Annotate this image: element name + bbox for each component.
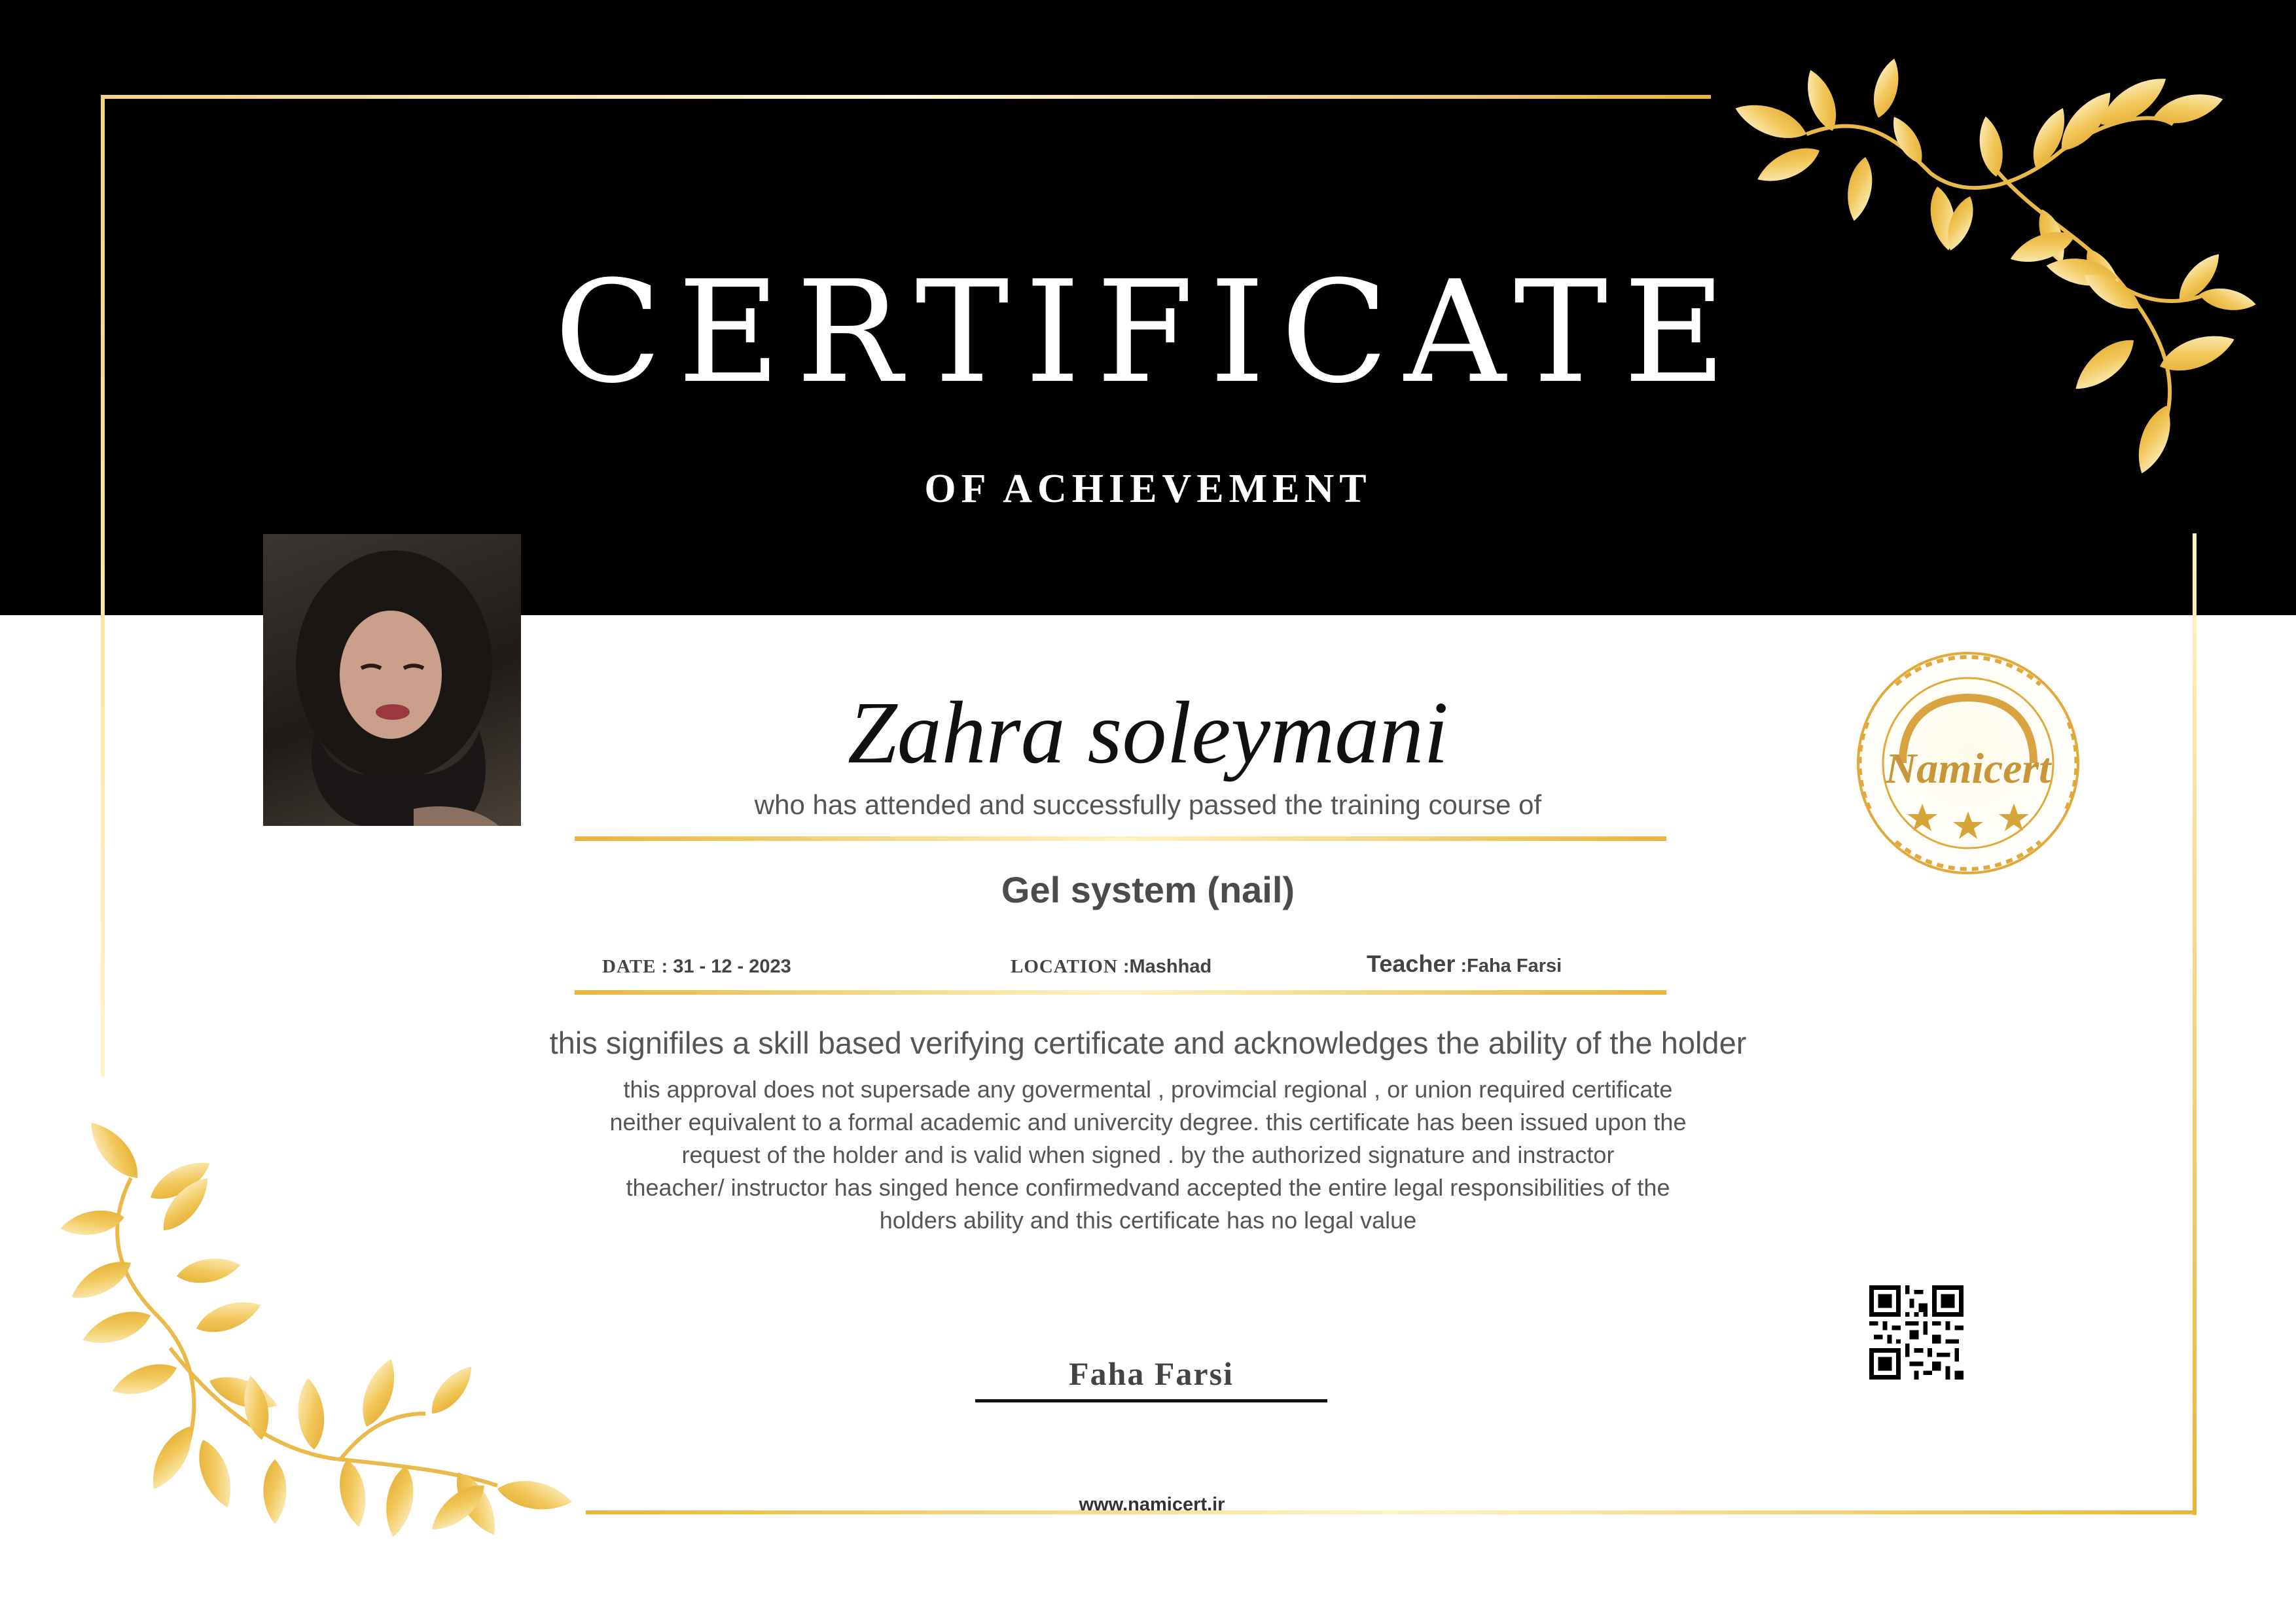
legal-line: holders ability and this certificate has no legal value [879,1207,1417,1234]
certificate-subtitle: OF ACHIEVEMENT [924,467,1372,511]
qr-code [1869,1285,1964,1380]
attended-text: who has attended and successfully passed the training course of [754,789,1542,820]
location-field [1011,956,1211,978]
certificate-title: CERTIFICATE [554,250,1742,414]
date-value: : 31 - 12 - 2023 [661,956,791,977]
legal-line: neither equivalent to a formal academic and univercity degree. this certificate has been issued upon the [609,1109,1687,1135]
date-label: DATE [602,956,656,977]
legal-line: this approval does not supersade any govermental , provimcial regional , or union required certificate [623,1076,1673,1103]
legal-line: request of the holder and is valid when signed . by the authorized signature and instractor [681,1141,1615,1168]
website-link[interactable]: www.namicert.ir [1079,1494,1225,1515]
teacher-label: Teacher [1367,950,1456,977]
course-name: Gel system (nail) [1001,869,1295,910]
seal-text: Namicert [1885,745,2051,793]
location-label: LOCATION [1011,956,1118,977]
teacher-value: :Faha Farsi [1460,955,1562,976]
legal-text [493,1073,1803,1237]
signature-line [975,1399,1327,1402]
teacher-field [1367,950,1562,978]
location-value: :Mashhad [1122,956,1212,977]
legal-line: theacher/ instructor has singed hence confirmedvand accepted the entire legal responsibilities of the [626,1174,1670,1201]
statement-main: this signifiles a skill based verifying certificate and acknowledges the ability of the holder [549,1026,1747,1060]
recipient-name: Zahra soleymani [848,684,1448,782]
date-field [602,956,791,978]
signature-name: Faha Farsi [1069,1355,1234,1392]
